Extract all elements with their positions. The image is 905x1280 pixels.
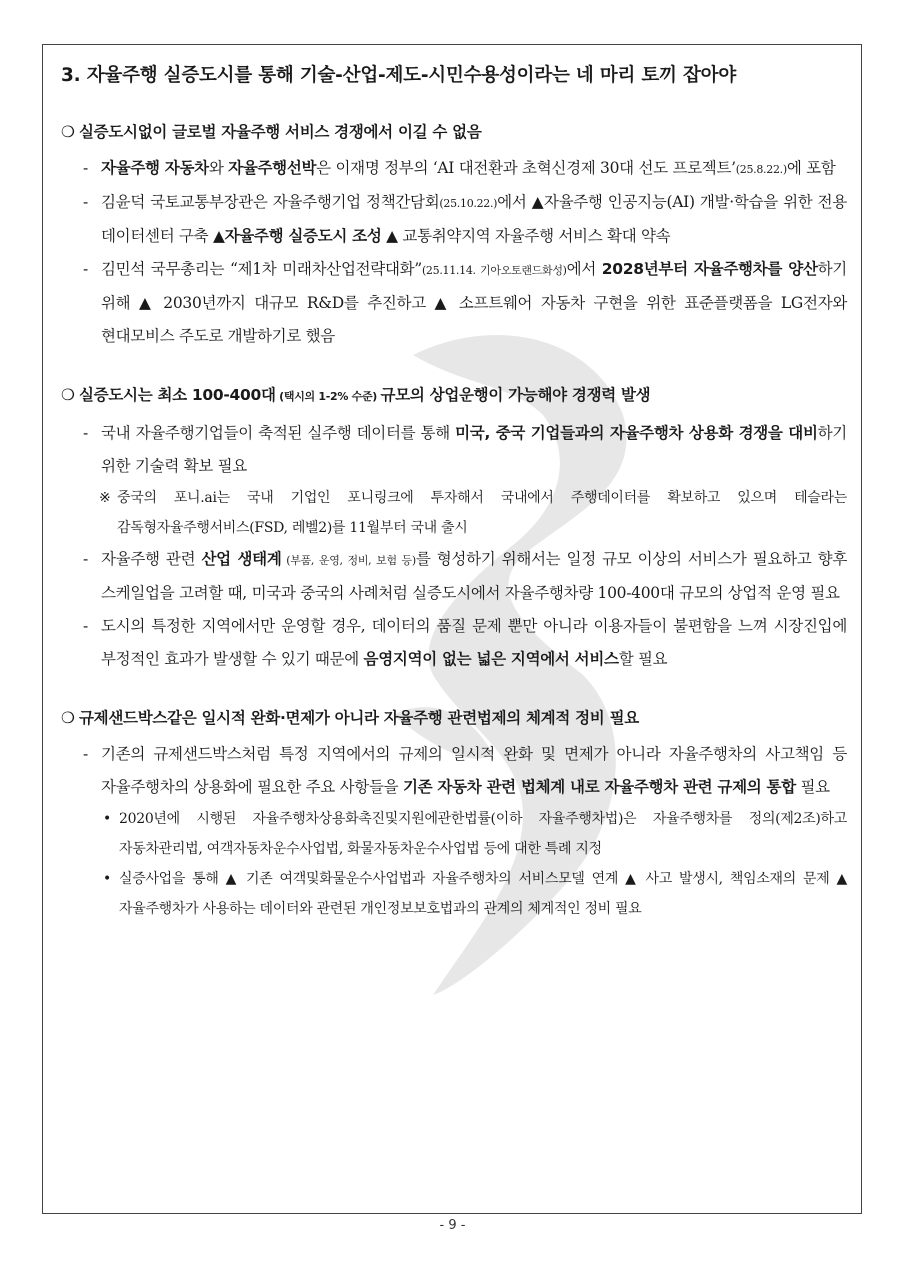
- section-3: [61, 706, 847, 924]
- body-text: 중국의 포니.ai는 국내 기업인 포니링크에 투자해서 국내에서 주행데이터를 확보하고 있으며 테슬라는 감독형자율주행서비스(FSD, 레벨2)를 11월부터 국내 출시: [117, 490, 847, 536]
- item-marker: -: [83, 260, 88, 278]
- item-marker: ※: [99, 490, 111, 506]
- bullet-item: [61, 864, 847, 924]
- item-marker: -: [83, 745, 88, 763]
- circle-bullet-icon: ❍: [61, 386, 75, 404]
- small-text: (25.8.22.): [735, 163, 787, 176]
- body-text: 필요: [795, 778, 830, 796]
- body-text: 2020년에 시행된 자율주행차상용화촉진및지원에관한법률(이하 자율주행차법)은 자율주행차를 정의(제2조)하고 자동차관리법, 여객자동차운수사업법, 화물자동차운수사업법 등에 대한 특례 지정: [119, 811, 847, 857]
- body-text: 기존의 규제샌드박스처럼 특정 지역에서의 규제의 일시적 완화 및 면제가 아니라 자율주행차의 사고책임 등 자율주행차의 상용화에 필요한 주요 사항들을: [101, 745, 847, 796]
- body-text: 와: [208, 159, 229, 177]
- body-text: ▲ 교통취약지역 자율주행 서비스 확대 약속: [381, 227, 671, 245]
- note-item: [61, 483, 847, 543]
- emphasis-text: 자율주행선박: [228, 159, 317, 177]
- body-text: 에 포함: [786, 159, 836, 177]
- section-heading: [61, 120, 847, 144]
- section-heading-text: 규제샌드박스같은 일시적 완화·면제가 아니라 자율주행 관련법제의 체계적 정비 필요: [79, 709, 639, 727]
- section-heading-tail: 규모의 상업운행이 가능해야 경쟁력 발생: [380, 386, 651, 404]
- body-text: 은 이재명 정부의 ‘AI 대전환과 초혁신경제 30대 선도 프로젝트’: [316, 159, 736, 177]
- body-text: 자율주행 관련: [101, 550, 202, 568]
- section-2: [61, 383, 847, 676]
- body-text: 김민석 국무총리는 “제1차 미래차산업전략대화”: [101, 260, 422, 278]
- body-text: 실증사업을 통해 ▲ 기존 여객및화물운수사업법과 자율주행차의 서비스모델 연계 ▲ 사고 발생시, 책임소재의 문제 ▲ 자율주행차가 사용하는 데이터와 관련된 개인정보보호법과의 관계의 체계적인 정비 필요: [119, 871, 847, 917]
- document-content: [61, 63, 847, 954]
- emphasis-text: ▲자율주행 실증도시 조성: [212, 227, 382, 245]
- list-item: [61, 253, 847, 353]
- list-item: [61, 152, 847, 186]
- document-frame: [42, 44, 862, 1214]
- section-heading: [61, 383, 847, 409]
- section-heading-text: 실증도시없이 글로벌 자율주행 서비스 경쟁에서 이길 수 없음: [79, 123, 482, 141]
- emphasis-text: 자율주행 자동차: [101, 159, 209, 177]
- body-text: 하기 위해 ▲ 2030년까지 대규모 R&D를 추진하고 ▲ 소프트웨어 자동차 구현을 위한 표준플랫폼을 LG전자와 현대모비스 주도로 개발하기로 했음: [101, 260, 847, 345]
- circle-bullet-icon: ❍: [61, 123, 75, 141]
- list-item: [61, 417, 847, 483]
- emphasis-text: 2028년부터 자율주행차를 양산: [601, 260, 818, 278]
- emphasis-text: 음영지역이 없는 넓은 지역에서 서비스: [363, 650, 619, 668]
- circle-bullet-icon: ❍: [61, 709, 75, 727]
- section-heading: [61, 706, 847, 730]
- list-item: [61, 186, 847, 253]
- body-text: 국내 자율주행기업들이 축적된 실주행 데이터를 통해: [101, 424, 456, 442]
- sections-container: [61, 120, 847, 924]
- body-text: 에서 ▲자율주행 인공지능(AI) 개발·학습을 위한 전용 데이터센터 구축: [101, 193, 847, 245]
- body-text: 김윤덕 국토교통부장관은 자율주행기업 정책간담회: [101, 193, 440, 211]
- list-item: [61, 738, 847, 804]
- section-1: [61, 120, 847, 353]
- item-marker: •: [103, 811, 111, 827]
- section-heading-note: (택시의 1-2% 수준): [275, 390, 381, 403]
- section-heading-text: 실증도시는 최소 100-400대: [79, 386, 276, 404]
- item-marker: -: [83, 550, 88, 568]
- body-text: 를 형성하기 위해서는 일정 규모 이상의 서비스가 필요하고 향후 스케일업을 고려할 때, 미국과 중국의 사례처럼 실증도시에서 자율주행차량 100-400대 규모의 상업적 운영 필요: [101, 550, 847, 602]
- item-marker: -: [83, 424, 88, 442]
- small-text: (25.10.22.): [439, 197, 498, 210]
- emphasis-text: 미국, 중국 기업들과의 자율주행차 상용화 경쟁을 대비: [455, 424, 818, 442]
- page-number: - 9 -: [439, 1218, 466, 1233]
- body-text: 할 필요: [618, 650, 668, 668]
- body-text: 하기 위한 기술력 확보 필요: [101, 424, 847, 475]
- small-text: (25.11.14. 기아오토랜드화성): [421, 264, 567, 277]
- body-text: 에서: [566, 260, 602, 278]
- item-marker: -: [83, 193, 88, 211]
- bullet-item: [61, 804, 847, 864]
- page-title: 3. 자율주행 실증도시를 통해 기술-산업-제도-시민수용성이라는 네 마리 토끼 잡아야: [61, 65, 737, 86]
- list-item: [61, 543, 847, 610]
- item-marker: •: [103, 871, 111, 887]
- emphasis-text: 기존 자동차 관련 법체계 내로 자율주행차 관련 규제의 통합: [402, 778, 796, 796]
- small-text: (부품, 운영, 정비, 보험 등): [281, 554, 416, 567]
- emphasis-text: 산업 생태계: [201, 550, 282, 568]
- item-marker: -: [83, 159, 88, 177]
- item-marker: -: [83, 617, 88, 635]
- body-text: 도시의 특정한 지역에서만 운영할 경우, 데이터의 품질 문제 뿐만 아니라 이용자들이 불편함을 느껴 시장진입에 부정적인 효과가 발생할 수 있기 때문에: [101, 617, 847, 668]
- list-item: [61, 610, 847, 676]
